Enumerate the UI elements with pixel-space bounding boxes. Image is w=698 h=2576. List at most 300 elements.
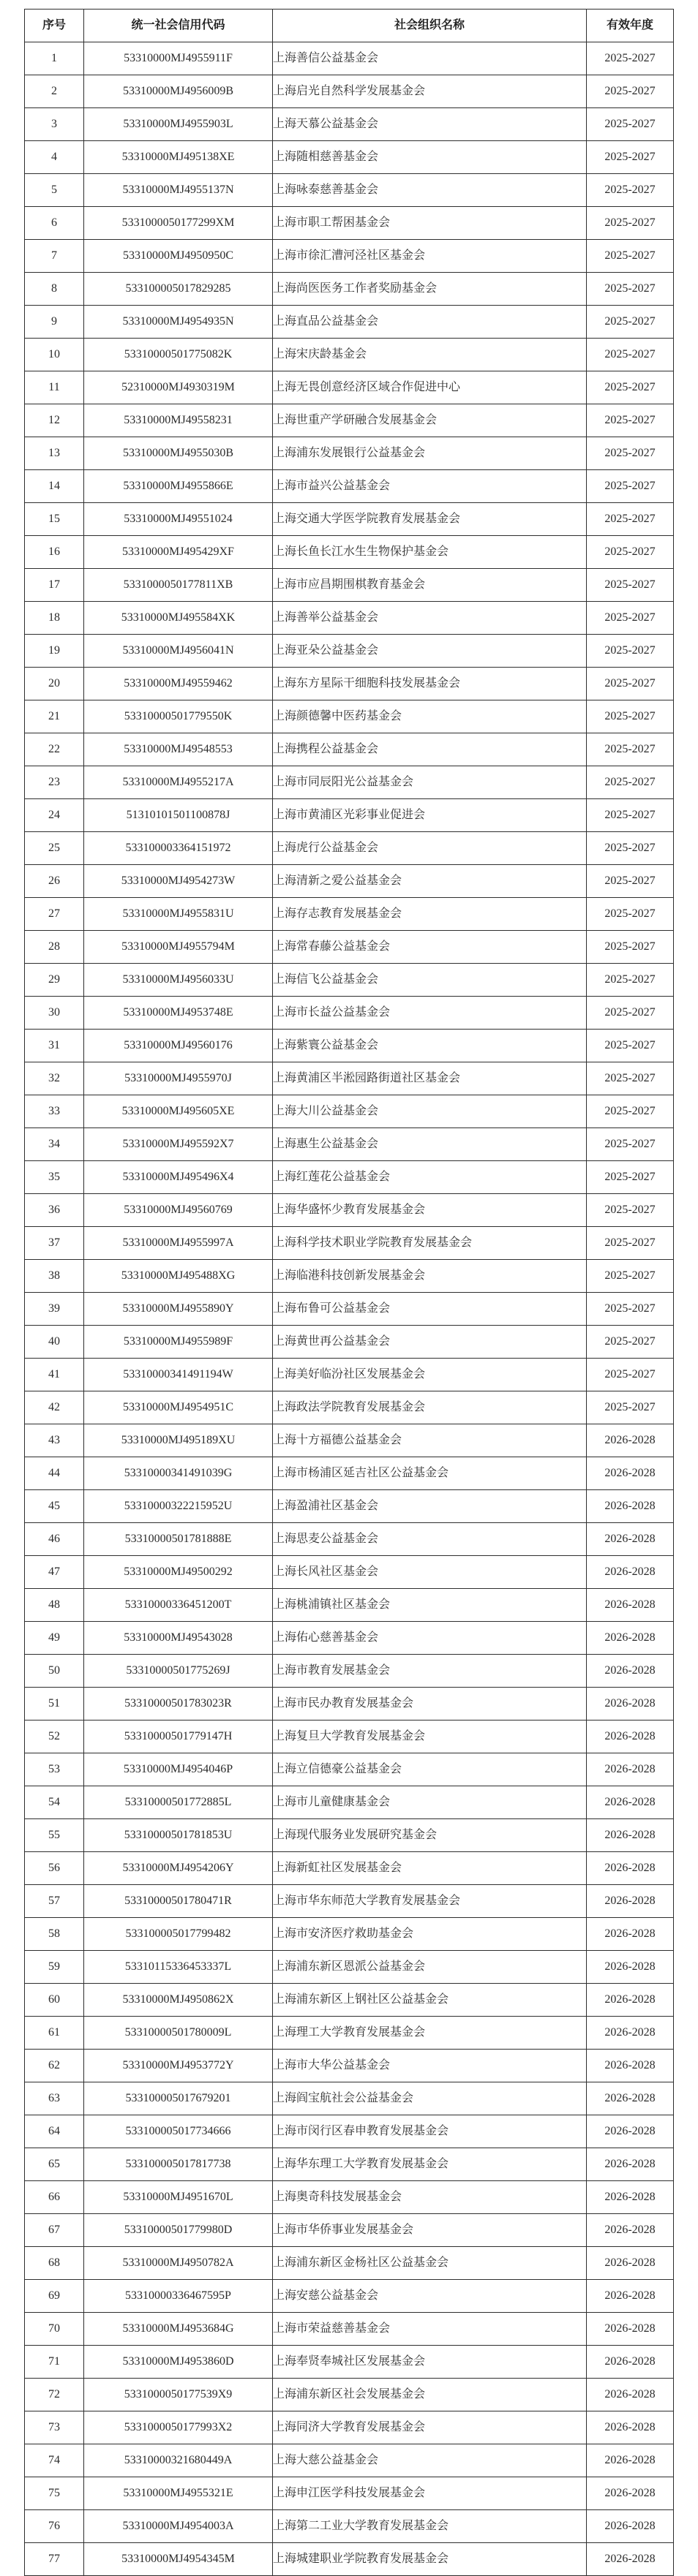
table-row xyxy=(25,1589,674,1622)
valid-years-cell: 2026-2028 xyxy=(587,2477,674,2510)
valid-years-cell: 2025-2027 xyxy=(587,404,674,437)
row-number-cell: 49 xyxy=(25,1622,84,1655)
valid-years-cell: 2025-2027 xyxy=(587,42,674,75)
credit-code-cell: 53310000MJ4955030B xyxy=(84,437,273,470)
org-name-cell: 上海宋庆龄基金会 xyxy=(273,339,587,371)
valid-years-cell: 2025-2027 xyxy=(587,536,674,569)
org-name-cell: 上海尚医医务工作者奖励基金会 xyxy=(273,273,587,306)
valid-years-cell: 2025-2027 xyxy=(587,997,674,1030)
valid-years-cell: 2025-2027 xyxy=(587,1391,674,1424)
table-row xyxy=(25,2082,674,2115)
org-name-cell: 上海同济大学教育发展基金会 xyxy=(273,2411,587,2444)
credit-code-cell: 53310000MJ4950782A xyxy=(84,2247,273,2280)
valid-years-cell: 2026-2028 xyxy=(587,1655,674,1688)
org-name-cell: 上海政法学院教育发展基金会 xyxy=(273,1391,587,1424)
credit-code-cell: 53310000MJ4953748E xyxy=(84,997,273,1030)
row-number-cell: 58 xyxy=(25,1918,84,1951)
row-number-cell: 72 xyxy=(25,2379,84,2411)
org-name-cell: 上海奉贤奉城社区发展基金会 xyxy=(273,2346,587,2379)
row-number-cell: 53 xyxy=(25,1753,84,1786)
row-number-cell: 69 xyxy=(25,2280,84,2313)
org-name-cell: 上海华盛怀少教育发展基金会 xyxy=(273,1194,587,1227)
org-name-cell: 上海市长益公益基金会 xyxy=(273,997,587,1030)
valid-years-cell: 2025-2027 xyxy=(587,437,674,470)
valid-years-cell: 2025-2027 xyxy=(587,931,674,964)
table-row xyxy=(25,832,674,865)
org-name-cell: 上海市荣益慈善基金会 xyxy=(273,2313,587,2346)
credit-code-cell: 533100005017799482 xyxy=(84,1918,273,1951)
credit-code-cell: 53310000501780009L xyxy=(84,2017,273,2050)
credit-code-cell: 53310000501779147H xyxy=(84,1721,273,1753)
table-row xyxy=(25,404,674,437)
table-row xyxy=(25,766,674,799)
valid-years-cell: 2025-2027 xyxy=(587,569,674,602)
valid-years-cell: 2025-2027 xyxy=(587,141,674,174)
org-name-cell: 上海阎宝航社会公益基金会 xyxy=(273,2082,587,2115)
org-name-cell: 上海浦东发展银行公益基金会 xyxy=(273,437,587,470)
credit-code-cell: 53310000MJ49548553 xyxy=(84,733,273,766)
org-name-cell: 上海复旦大学教育发展基金会 xyxy=(273,1721,587,1753)
row-number-cell: 34 xyxy=(25,1128,84,1161)
table-row xyxy=(25,141,674,174)
table-row xyxy=(25,1424,674,1457)
table-row xyxy=(25,1885,674,1918)
table-row xyxy=(25,1293,674,1326)
org-name-cell: 上海信飞公益基金会 xyxy=(273,964,587,997)
valid-years-cell: 2025-2027 xyxy=(587,1194,674,1227)
org-name-cell: 上海市闵行区春申教育发展基金会 xyxy=(273,2115,587,2148)
table-row xyxy=(25,1786,674,1819)
org-name-cell: 上海申江医学科技发展基金会 xyxy=(273,2477,587,2510)
credit-code-cell: 53310000501779980D xyxy=(84,2214,273,2247)
org-name-cell: 上海市华侨事业发展基金会 xyxy=(273,2214,587,2247)
row-number-cell: 55 xyxy=(25,1819,84,1852)
valid-years-cell: 2025-2027 xyxy=(587,635,674,668)
valid-years-cell: 2026-2028 xyxy=(587,1688,674,1721)
valid-years-cell: 2026-2028 xyxy=(587,1885,674,1918)
table-row xyxy=(25,75,674,108)
table-row xyxy=(25,2017,674,2050)
credit-code-cell: 53310000MJ4956009B xyxy=(84,75,273,108)
org-name-cell: 上海长鱼长江水生生物保护基金会 xyxy=(273,536,587,569)
valid-years-cell: 2026-2028 xyxy=(587,1951,674,1984)
row-number-cell: 1 xyxy=(25,42,84,75)
org-name-cell: 上海长风社区基金会 xyxy=(273,1556,587,1589)
credit-code-cell: 533100005017817738 xyxy=(84,2148,273,2181)
org-name-cell: 上海惠生公益基金会 xyxy=(273,1128,587,1161)
org-name-cell: 上海咏泰慈善基金会 xyxy=(273,174,587,207)
credit-code-cell: 53310000MJ4955321E xyxy=(84,2477,273,2510)
header-index: 序号 xyxy=(25,10,84,42)
org-name-cell: 上海十方福德公益基金会 xyxy=(273,1424,587,1457)
credit-code-cell: 53310000501779550K xyxy=(84,700,273,733)
table-row xyxy=(25,371,674,404)
credit-code-cell: 53310000MJ49558231 xyxy=(84,404,273,437)
table-row xyxy=(25,2346,674,2379)
row-number-cell: 65 xyxy=(25,2148,84,2181)
row-number-cell: 26 xyxy=(25,865,84,898)
credit-code-cell: 53310000MJ4955217A xyxy=(84,766,273,799)
org-name-cell: 上海黄世再公益基金会 xyxy=(273,1326,587,1359)
credit-code-cell: 53310000MJ495429XF xyxy=(84,536,273,569)
org-name-cell: 上海现代服务业发展研究基金会 xyxy=(273,1819,587,1852)
row-number-cell: 45 xyxy=(25,1490,84,1523)
credit-code-cell: 53310000336451200T xyxy=(84,1589,273,1622)
valid-years-cell: 2025-2027 xyxy=(587,1227,674,1260)
row-number-cell: 37 xyxy=(25,1227,84,1260)
valid-years-cell: 2025-2027 xyxy=(587,865,674,898)
row-number-cell: 31 xyxy=(25,1030,84,1062)
table-row xyxy=(25,2280,674,2313)
org-name-cell: 上海华东理工大学教育发展基金会 xyxy=(273,2148,587,2181)
row-number-cell: 20 xyxy=(25,668,84,700)
row-number-cell: 64 xyxy=(25,2115,84,2148)
valid-years-cell: 2026-2028 xyxy=(587,2247,674,2280)
row-number-cell: 39 xyxy=(25,1293,84,1326)
valid-years-cell: 2026-2028 xyxy=(587,2379,674,2411)
credit-code-cell: 53310000501772885L xyxy=(84,1786,273,1819)
credit-code-cell: 533100005017734666 xyxy=(84,2115,273,2148)
row-number-cell: 27 xyxy=(25,898,84,931)
credit-code-cell: 533100005017679201 xyxy=(84,2082,273,2115)
credit-code-cell: 53310000MJ495584XK xyxy=(84,602,273,635)
org-name-cell: 上海黄浦区半淞园路街道社区基金会 xyxy=(273,1062,587,1095)
credit-code-cell: 53310000501775082K xyxy=(84,339,273,371)
valid-years-cell: 2026-2028 xyxy=(587,2411,674,2444)
credit-code-cell: 53310000322215952U xyxy=(84,1490,273,1523)
credit-code-cell: 53310000501781853U xyxy=(84,1819,273,1852)
valid-years-cell: 2026-2028 xyxy=(587,2214,674,2247)
credit-code-cell: 53310000341491194W xyxy=(84,1359,273,1391)
org-name-cell: 上海直品公益基金会 xyxy=(273,306,587,339)
credit-code-cell: 5331000050177811XB xyxy=(84,569,273,602)
org-name-cell: 上海城建职业学院教育发展基金会 xyxy=(273,2543,587,2576)
credit-code-cell: 53310000501780471R xyxy=(84,1885,273,1918)
org-name-cell: 上海奥奇科技发展基金会 xyxy=(273,2181,587,2214)
table-row xyxy=(25,42,674,75)
org-name-cell: 上海美好临汾社区发展基金会 xyxy=(273,1359,587,1391)
credit-code-cell: 51310101501100878J xyxy=(84,799,273,832)
header-row xyxy=(25,10,674,42)
table-row xyxy=(25,997,674,1030)
table-row xyxy=(25,2477,674,2510)
table-row xyxy=(25,1391,674,1424)
valid-years-cell: 2025-2027 xyxy=(587,1260,674,1293)
table-row xyxy=(25,273,674,306)
valid-years-cell: 2026-2028 xyxy=(587,1490,674,1523)
valid-years-cell: 2025-2027 xyxy=(587,1128,674,1161)
row-number-cell: 5 xyxy=(25,174,84,207)
table-row xyxy=(25,1161,674,1194)
row-number-cell: 35 xyxy=(25,1161,84,1194)
table-row xyxy=(25,1918,674,1951)
row-number-cell: 6 xyxy=(25,207,84,240)
table-row xyxy=(25,437,674,470)
valid-years-cell: 2026-2028 xyxy=(587,1424,674,1457)
valid-years-cell: 2025-2027 xyxy=(587,1161,674,1194)
credit-code-cell: 53310000MJ4954206Y xyxy=(84,1852,273,1885)
valid-years-cell: 2025-2027 xyxy=(587,799,674,832)
valid-years-cell: 2026-2028 xyxy=(587,1753,674,1786)
credit-code-cell: 53310000321680449A xyxy=(84,2444,273,2477)
row-number-cell: 54 xyxy=(25,1786,84,1819)
table-row xyxy=(25,2181,674,2214)
row-number-cell: 18 xyxy=(25,602,84,635)
row-number-cell: 70 xyxy=(25,2313,84,2346)
credit-code-cell: 53310000MJ4950862X xyxy=(84,1984,273,2017)
credit-code-cell: 53310000MJ4955866E xyxy=(84,470,273,503)
credit-code-cell: 5331000050177993X2 xyxy=(84,2411,273,2444)
table-row xyxy=(25,1457,674,1490)
valid-years-cell: 2026-2028 xyxy=(587,1457,674,1490)
table-row xyxy=(25,2510,674,2543)
org-name-cell: 上海市应昌期围棋教育基金会 xyxy=(273,569,587,602)
header-org-name: 社会组织名称 xyxy=(273,10,587,42)
valid-years-cell: 2026-2028 xyxy=(587,2280,674,2313)
org-name-cell: 上海虎行公益基金会 xyxy=(273,832,587,865)
table-row xyxy=(25,2148,674,2181)
row-number-cell: 41 xyxy=(25,1359,84,1391)
row-number-cell: 33 xyxy=(25,1095,84,1128)
table-row xyxy=(25,108,674,141)
org-name-cell: 上海市民办教育发展基金会 xyxy=(273,1688,587,1721)
credit-code-cell: 53310000MJ49560769 xyxy=(84,1194,273,1227)
valid-years-cell: 2026-2028 xyxy=(587,1721,674,1753)
org-name-cell: 上海安慈公益基金会 xyxy=(273,2280,587,2313)
org-name-cell: 上海第二工业大学教育发展基金会 xyxy=(273,2510,587,2543)
valid-years-cell: 2025-2027 xyxy=(587,700,674,733)
org-name-cell: 上海市儿童健康基金会 xyxy=(273,1786,587,1819)
table-row xyxy=(25,2543,674,2576)
org-name-cell: 上海亚朵公益基金会 xyxy=(273,635,587,668)
credit-code-cell: 53310000MJ4954345M xyxy=(84,2543,273,2576)
table-row xyxy=(25,733,674,766)
org-name-cell: 上海存志教育发展基金会 xyxy=(273,898,587,931)
valid-years-cell: 2026-2028 xyxy=(587,2313,674,2346)
credit-code-cell: 53310000MJ4955997A xyxy=(84,1227,273,1260)
row-number-cell: 36 xyxy=(25,1194,84,1227)
valid-years-cell: 2026-2028 xyxy=(587,1852,674,1885)
credit-code-cell: 53310000MJ49543028 xyxy=(84,1622,273,1655)
table-row xyxy=(25,1095,674,1128)
row-number-cell: 12 xyxy=(25,404,84,437)
row-number-cell: 62 xyxy=(25,2050,84,2082)
credit-code-cell: 53310000MJ4954003A xyxy=(84,2510,273,2543)
credit-code-cell: 53310000MJ495605XE xyxy=(84,1095,273,1128)
credit-code-cell: 53310000MJ4955794M xyxy=(84,931,273,964)
org-name-cell: 上海红莲花公益基金会 xyxy=(273,1161,587,1194)
org-name-cell: 上海世重产学研融合发展基金会 xyxy=(273,404,587,437)
row-number-cell: 73 xyxy=(25,2411,84,2444)
valid-years-cell: 2026-2028 xyxy=(587,2082,674,2115)
org-name-cell: 上海清新之爱公益基金会 xyxy=(273,865,587,898)
org-name-cell: 上海立信德豪公益基金会 xyxy=(273,1753,587,1786)
table-row xyxy=(25,2214,674,2247)
row-number-cell: 56 xyxy=(25,1852,84,1885)
row-number-cell: 7 xyxy=(25,240,84,273)
org-name-cell: 上海启光自然科学发展基金会 xyxy=(273,75,587,108)
header-credit-code: 统一社会信用代码 xyxy=(84,10,273,42)
valid-years-cell: 2026-2028 xyxy=(587,2346,674,2379)
table-row xyxy=(25,1227,674,1260)
row-number-cell: 66 xyxy=(25,2181,84,2214)
credit-code-cell: 533100005017829285 xyxy=(84,273,273,306)
table-row xyxy=(25,1030,674,1062)
org-name-cell: 上海市大华公益基金会 xyxy=(273,2050,587,2082)
table-row xyxy=(25,700,674,733)
credit-code-cell: 53310000MJ4954273W xyxy=(84,865,273,898)
valid-years-cell: 2026-2028 xyxy=(587,1918,674,1951)
row-number-cell: 15 xyxy=(25,503,84,536)
table-row xyxy=(25,668,674,700)
row-number-cell: 28 xyxy=(25,931,84,964)
row-number-cell: 51 xyxy=(25,1688,84,1721)
credit-code-cell: 53310000MJ495592X7 xyxy=(84,1128,273,1161)
table-row xyxy=(25,503,674,536)
valid-years-cell: 2025-2027 xyxy=(587,766,674,799)
valid-years-cell: 2025-2027 xyxy=(587,832,674,865)
valid-years-cell: 2025-2027 xyxy=(587,898,674,931)
valid-years-cell: 2025-2027 xyxy=(587,1095,674,1128)
table-row xyxy=(25,931,674,964)
row-number-cell: 50 xyxy=(25,1655,84,1688)
row-number-cell: 2 xyxy=(25,75,84,108)
credit-code-cell: 53310000MJ4954935N xyxy=(84,306,273,339)
table-row xyxy=(25,2050,674,2082)
table-row xyxy=(25,635,674,668)
row-number-cell: 68 xyxy=(25,2247,84,2280)
table-row xyxy=(25,898,674,931)
org-name-cell: 上海市同辰阳光公益基金会 xyxy=(273,766,587,799)
org-name-cell: 上海市职工帮困基金会 xyxy=(273,207,587,240)
credit-code-cell: 53310000MJ4950950C xyxy=(84,240,273,273)
org-name-cell: 上海市安济医疗救助基金会 xyxy=(273,1918,587,1951)
credit-code-cell: 53310000MJ49500292 xyxy=(84,1556,273,1589)
credit-code-cell: 53310000MJ4955903L xyxy=(84,108,273,141)
credit-code-cell: 53310000501783023R xyxy=(84,1688,273,1721)
row-number-cell: 40 xyxy=(25,1326,84,1359)
credit-code-cell: 53310000MJ4955890Y xyxy=(84,1293,273,1326)
row-number-cell: 61 xyxy=(25,2017,84,2050)
row-number-cell: 23 xyxy=(25,766,84,799)
table-row xyxy=(25,1359,674,1391)
credit-code-cell: 53310000MJ4953772Y xyxy=(84,2050,273,2082)
credit-code-cell: 53310000MJ4955970J xyxy=(84,1062,273,1095)
row-number-cell: 29 xyxy=(25,964,84,997)
table-row xyxy=(25,1984,674,2017)
credit-code-cell: 5331000050177539X9 xyxy=(84,2379,273,2411)
org-name-cell: 上海大慈公益基金会 xyxy=(273,2444,587,2477)
valid-years-cell: 2025-2027 xyxy=(587,668,674,700)
row-number-cell: 63 xyxy=(25,2082,84,2115)
row-number-cell: 13 xyxy=(25,437,84,470)
table-row xyxy=(25,602,674,635)
org-name-cell: 上海理工大学教育发展基金会 xyxy=(273,2017,587,2050)
org-name-cell: 上海善举公益基金会 xyxy=(273,602,587,635)
table-row xyxy=(25,1819,674,1852)
credit-code-cell: 53310000501781888E xyxy=(84,1523,273,1556)
valid-years-cell: 2026-2028 xyxy=(587,1984,674,2017)
org-name-cell: 上海善信公益基金会 xyxy=(273,42,587,75)
table-row xyxy=(25,964,674,997)
row-number-cell: 47 xyxy=(25,1556,84,1589)
table-row xyxy=(25,174,674,207)
credit-code-cell: 53310000MJ49560176 xyxy=(84,1030,273,1062)
table-row xyxy=(25,2115,674,2148)
row-number-cell: 60 xyxy=(25,1984,84,2017)
org-name-cell: 上海思麦公益基金会 xyxy=(273,1523,587,1556)
org-name-cell: 上海浦东新区金杨社区公益基金会 xyxy=(273,2247,587,2280)
valid-years-cell: 2025-2027 xyxy=(587,273,674,306)
table-row xyxy=(25,1128,674,1161)
table-row xyxy=(25,1326,674,1359)
row-number-cell: 9 xyxy=(25,306,84,339)
valid-years-cell: 2026-2028 xyxy=(587,1589,674,1622)
row-number-cell: 14 xyxy=(25,470,84,503)
org-name-cell: 上海颜德馨中医药基金会 xyxy=(273,700,587,733)
credit-code-cell: 53310000MJ4955989F xyxy=(84,1326,273,1359)
credit-code-cell: 53310000MJ4955137N xyxy=(84,174,273,207)
table-row xyxy=(25,1951,674,1984)
table-row xyxy=(25,1260,674,1293)
row-number-cell: 46 xyxy=(25,1523,84,1556)
credit-code-cell: 53310000MJ4955831U xyxy=(84,898,273,931)
org-name-cell: 上海科学技术职业学院教育发展基金会 xyxy=(273,1227,587,1260)
row-number-cell: 74 xyxy=(25,2444,84,2477)
table-row xyxy=(25,1622,674,1655)
org-name-cell: 上海东方星际干细胞科技发展基金会 xyxy=(273,668,587,700)
table-row xyxy=(25,865,674,898)
credit-code-cell: 53310000MJ4954046P xyxy=(84,1753,273,1786)
row-number-cell: 19 xyxy=(25,635,84,668)
org-name-cell: 上海携程公益基金会 xyxy=(273,733,587,766)
row-number-cell: 21 xyxy=(25,700,84,733)
row-number-cell: 3 xyxy=(25,108,84,141)
credit-code-cell: 53310000MJ495488XG xyxy=(84,1260,273,1293)
credit-code-cell: 53310000MJ49551024 xyxy=(84,503,273,536)
valid-years-cell: 2026-2028 xyxy=(587,2181,674,2214)
org-name-cell: 上海市杨浦区延吉社区公益基金会 xyxy=(273,1457,587,1490)
valid-years-cell: 2025-2027 xyxy=(587,75,674,108)
valid-years-cell: 2025-2027 xyxy=(587,470,674,503)
valid-years-cell: 2025-2027 xyxy=(587,371,674,404)
table-row xyxy=(25,1753,674,1786)
row-number-cell: 32 xyxy=(25,1062,84,1095)
row-number-cell: 59 xyxy=(25,1951,84,1984)
row-number-cell: 11 xyxy=(25,371,84,404)
valid-years-cell: 2026-2028 xyxy=(587,1622,674,1655)
table-row xyxy=(25,1523,674,1556)
credit-code-cell: 53310000336467595P xyxy=(84,2280,273,2313)
credit-code-cell: 53310000MJ4953860D xyxy=(84,2346,273,2379)
table-row xyxy=(25,536,674,569)
credit-code-cell: 53310000MJ49559462 xyxy=(84,668,273,700)
table-row xyxy=(25,240,674,273)
valid-years-cell: 2025-2027 xyxy=(587,174,674,207)
table-row xyxy=(25,2444,674,2477)
credit-code-cell: 53310000MJ4951670L xyxy=(84,2181,273,2214)
valid-years-cell: 2025-2027 xyxy=(587,1293,674,1326)
valid-years-cell: 2026-2028 xyxy=(587,1523,674,1556)
row-number-cell: 24 xyxy=(25,799,84,832)
table-row xyxy=(25,2313,674,2346)
valid-years-cell: 2025-2027 xyxy=(587,108,674,141)
table-row xyxy=(25,1688,674,1721)
row-number-cell: 8 xyxy=(25,273,84,306)
valid-years-cell: 2025-2027 xyxy=(587,1359,674,1391)
credit-code-cell: 53310000MJ4955911F xyxy=(84,42,273,75)
table-row xyxy=(25,470,674,503)
